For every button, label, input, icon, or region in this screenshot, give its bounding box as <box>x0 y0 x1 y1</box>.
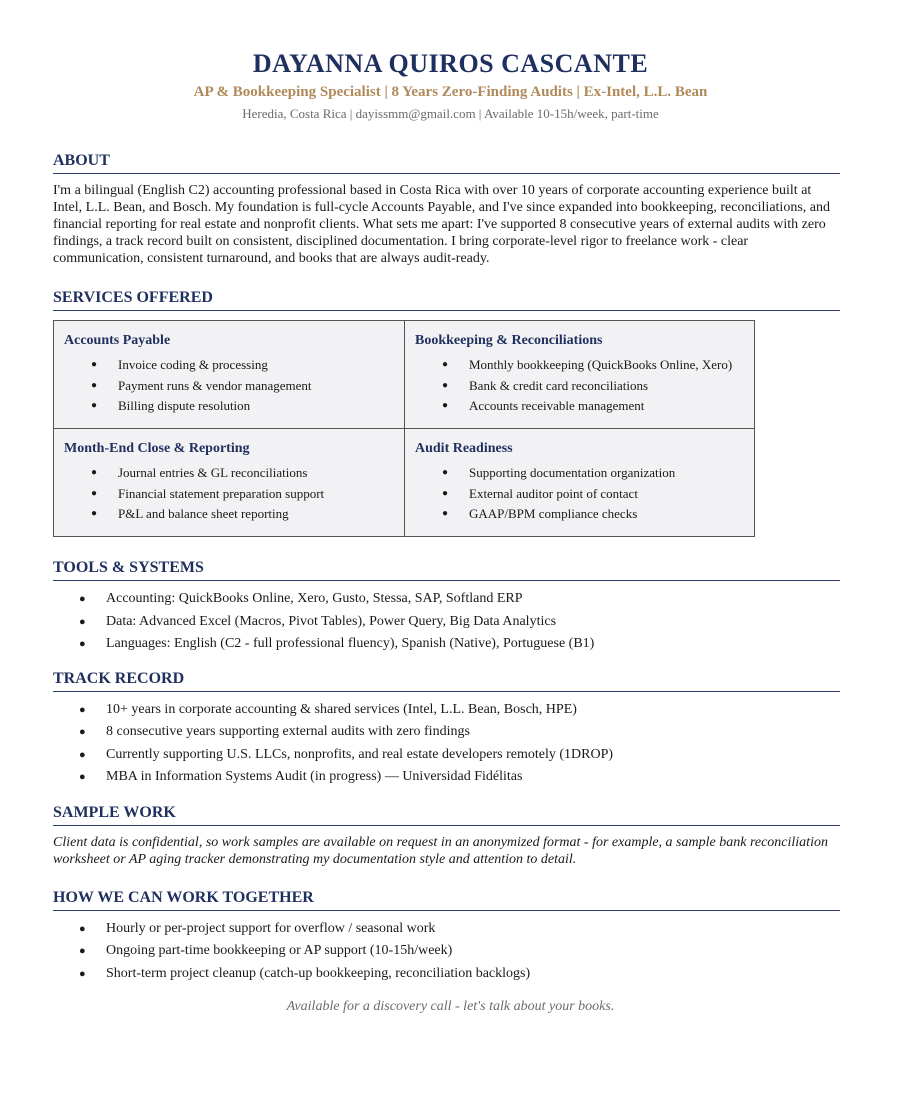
services-section <box>53 288 840 537</box>
about-section <box>53 151 840 267</box>
services-title: SERVICES OFFERED <box>53 288 840 311</box>
track-record-item: ● 10+ years in corporate accounting & shared services (Intel, L.L. Bean, Bosch, HPE) <box>53 699 840 722</box>
candidate-tagline: AP & Bookkeeping Specialist | 8 Years Zero-Finding Audits | Ex-Intel, L.L. Bean <box>193 84 708 100</box>
service-card <box>404 321 754 428</box>
service-item: ● Financial statement preparation support <box>64 484 394 505</box>
tools-item: ● Data: Advanced Excel (Macros, Pivot Tables), Power Query, Big Data Analytics <box>53 611 840 634</box>
tools-title: TOOLS & SYSTEMS <box>53 558 840 581</box>
tools-section <box>53 558 840 656</box>
resume-header <box>0 0 901 123</box>
candidate-name: DAYANNA QUIROS CASCANTE <box>252 49 649 78</box>
service-card-title: Accounts Payable <box>64 333 171 348</box>
service-item: ● Payment runs & vendor management <box>64 376 394 397</box>
about-title: ABOUT <box>53 151 840 174</box>
tools-item: ● Languages: English (C2 - full professional fluency), Spanish (Native), Portuguese (B1) <box>53 633 840 656</box>
service-card-title: Audit Readiness <box>415 441 513 456</box>
service-item: ● P&L and balance sheet reporting <box>64 504 394 525</box>
services-grid <box>53 320 755 537</box>
work-together-item: ● Short-term project cleanup (catch-up bookkeeping, reconciliation backlogs) <box>53 963 840 986</box>
service-item: ● Bank & credit card reconciliations <box>415 376 744 397</box>
service-item: ● GAAP/BPM compliance checks <box>415 504 744 525</box>
service-card-title: Bookkeeping & Reconciliations <box>415 333 603 348</box>
track-record-section <box>53 669 840 789</box>
sample-work-text: Client data is confidential, so work samples are available on request in an anonymized format - for example, a sample bank reconciliation worksheet or AP aging tracker demonstrating my documentation style and attention to detail. <box>53 834 828 867</box>
contact-line: Heredia, Costa Rica | dayissmm@gmail.com | Available 10-15h/week, part-time <box>242 106 659 121</box>
about-text: I'm a bilingual (English C2) accounting professional based in Costa Rica with over 10 years of corporate accounting experience built at Intel, L.L. Bean, and Bosch. My foundation is full-cycle Accounts Payable, and I've since expanded into bookkeeping, reconciliations, and financial reporting for real estate and nonprofit clients. What sets me apart: I've supported 8 consecutive years of external audits with zero findings, a track record built on consistent, disciplined documentation. I bring corporate-level rigor to freelance work - clear communication, consistent turnaround, and books that are always audit-ready. <box>53 183 830 266</box>
service-item: ● External auditor point of contact <box>415 484 744 505</box>
service-card <box>404 428 754 536</box>
track-record-title: TRACK RECORD <box>53 669 840 692</box>
service-card <box>54 321 404 428</box>
track-record-item: ● MBA in Information Systems Audit (in progress) — Universidad Fidélitas <box>53 766 840 789</box>
work-together-section <box>53 888 840 986</box>
sample-work-title: SAMPLE WORK <box>53 803 840 826</box>
service-item: ● Invoice coding & processing <box>64 355 394 376</box>
service-item: ● Monthly bookkeeping (QuickBooks Online, Xero) <box>415 355 744 376</box>
service-card-title: Month-End Close & Reporting <box>64 441 250 456</box>
tools-item: ● Accounting: QuickBooks Online, Xero, Gusto, Stessa, SAP, Softland ERP <box>53 588 840 611</box>
track-record-item: ● Currently supporting U.S. LLCs, nonprofits, and real estate developers remotely (1DROP) <box>53 744 840 767</box>
closing-note: Available for a discovery call - let's talk about your books. <box>286 999 615 1014</box>
sample-work-section <box>53 803 840 868</box>
work-together-title: HOW WE CAN WORK TOGETHER <box>53 888 840 911</box>
service-item: ● Accounts receivable management <box>415 396 744 417</box>
service-item: ● Billing dispute resolution <box>64 396 394 417</box>
work-together-item: ● Hourly or per-project support for overflow / seasonal work <box>53 918 840 941</box>
service-card <box>54 428 404 536</box>
service-item: ● Journal entries & GL reconciliations <box>64 463 394 484</box>
track-record-item: ● 8 consecutive years supporting external audits with zero findings <box>53 721 840 744</box>
work-together-item: ● Ongoing part-time bookkeeping or AP support (10-15h/week) <box>53 940 840 963</box>
service-item: ● Supporting documentation organization <box>415 463 744 484</box>
